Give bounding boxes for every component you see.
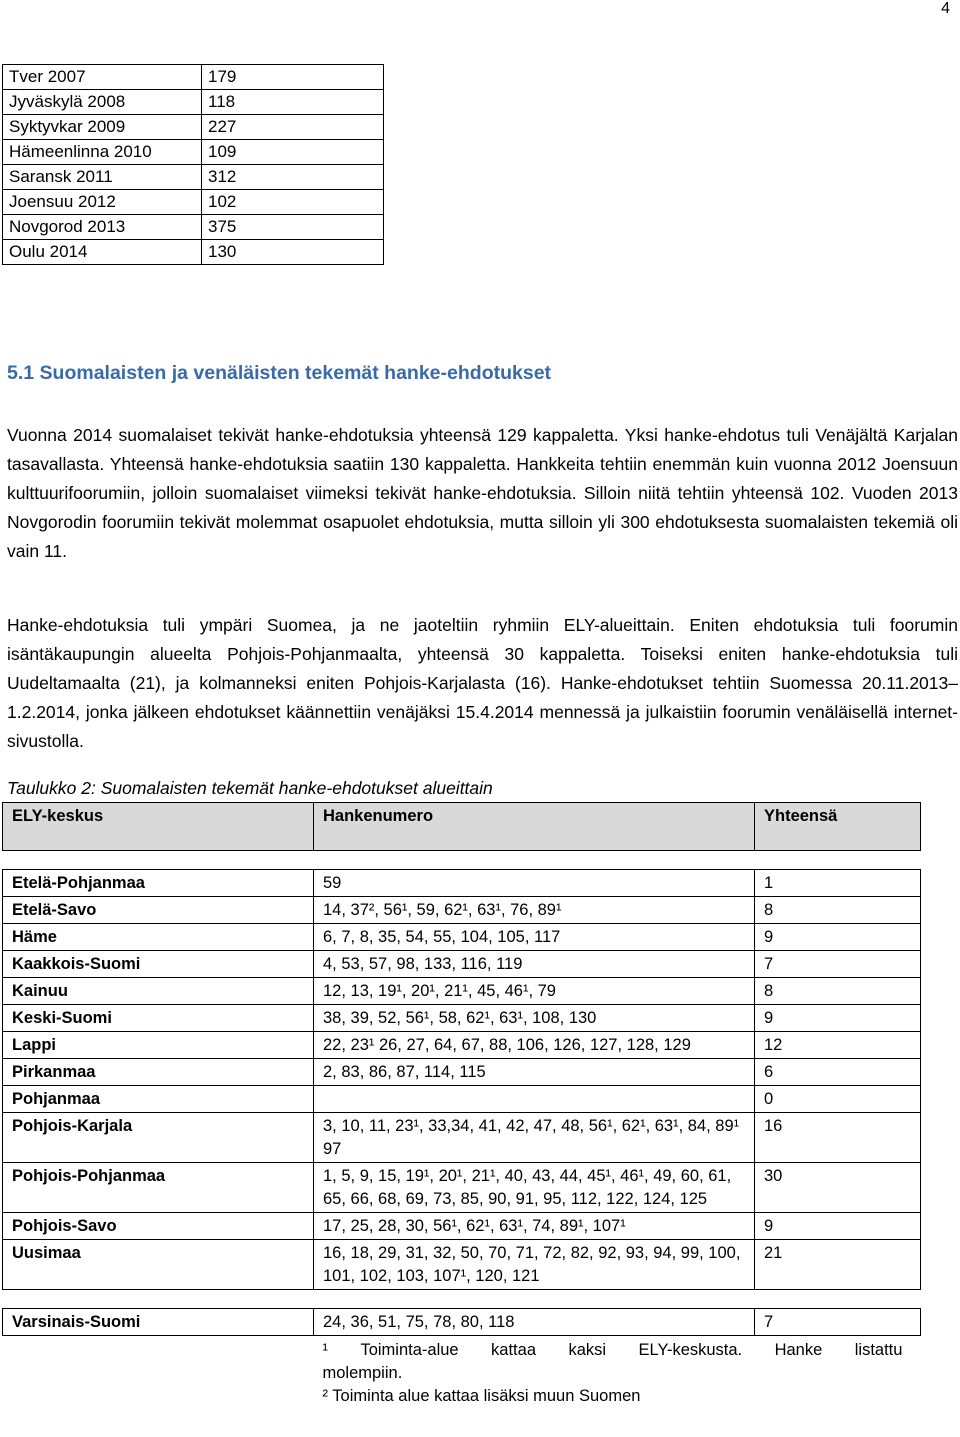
footnote-row — [3, 1336, 921, 1410]
footnote-word: Toiminta-alue — [360, 1341, 459, 1359]
city-row — [3, 215, 384, 240]
cell-ely-keskus: Etelä-Savo — [3, 897, 314, 924]
cell-ely-keskus: Kaakkois-Suomi — [3, 951, 314, 978]
table-row — [3, 1086, 921, 1113]
table-row — [3, 1059, 921, 1086]
footnotes — [314, 1336, 921, 1410]
cell-yhteensa: 12 — [755, 1032, 921, 1059]
header-ely-keskus: ELY-keskus — [3, 803, 314, 851]
cell-hankenumero: 3, 10, 11, 23¹, 33,34, 41, 42, 47, 48, 56¹, 62¹, 63¹, 84, 89¹ 97 — [314, 1113, 755, 1163]
cell-hankenumero: 22, 23¹ 26, 27, 64, 67, 88, 106, 126, 127, 128, 129 — [314, 1032, 755, 1059]
city-row — [3, 65, 384, 90]
cell-yhteensa: 9 — [755, 1005, 921, 1032]
cell-hankenumero: 14, 37², 56¹, 59, 62¹, 63¹, 76, 89¹ — [314, 897, 755, 924]
city-count: 227 — [202, 115, 384, 140]
city-name: Syktyvkar 2009 — [3, 115, 202, 140]
city-row — [3, 190, 384, 215]
table-row — [3, 1240, 921, 1290]
cell-ely-keskus: Lappi — [3, 1032, 314, 1059]
city-row — [3, 165, 384, 190]
cell-ely-keskus: Pohjois-Pohjanmaa — [3, 1163, 314, 1213]
cell-yhteensa: 21 — [755, 1240, 921, 1290]
cell-yhteensa: 9 — [755, 924, 921, 951]
footnote-1 — [323, 1339, 903, 1362]
table-spacer-row — [3, 1290, 921, 1309]
cell-ely-keskus: Pirkanmaa — [3, 1059, 314, 1086]
city-row — [3, 240, 384, 265]
footnote-word: Hanke — [774, 1341, 823, 1359]
city-name: Jyväskylä 2008 — [3, 90, 202, 115]
city-row — [3, 90, 384, 115]
cell-hankenumero: 2, 83, 86, 87, 114, 115 — [314, 1059, 755, 1086]
cell-hankenumero: 59 — [314, 870, 755, 897]
cell-ely-keskus: Häme — [3, 924, 314, 951]
cell-ely-keskus: Pohjanmaa — [3, 1086, 314, 1113]
city-count: 109 — [202, 140, 384, 165]
footnote-word: ¹ — [322, 1341, 328, 1359]
cell-yhteensa: 8 — [755, 978, 921, 1005]
table-row — [3, 924, 921, 951]
city-count: 130 — [202, 240, 384, 265]
cell-ely-keskus: Keski-Suomi — [3, 1005, 314, 1032]
cell-yhteensa: 16 — [755, 1113, 921, 1163]
header-hankenumero: Hankenumero — [314, 803, 755, 851]
cell-hankenumero: 6, 7, 8, 35, 54, 55, 104, 105, 117 — [314, 924, 755, 951]
city-count: 118 — [202, 90, 384, 115]
ely-proposals-table — [2, 802, 921, 1409]
city-count: 312 — [202, 165, 384, 190]
table-header-row — [3, 803, 921, 851]
cell-hankenumero: 17, 25, 28, 30, 56¹, 62¹, 63¹, 74, 89¹, 107¹ — [314, 1213, 755, 1240]
section-title: 5.1 Suomalaisten ja venäläisten tekemät hanke-ehdotukset — [7, 362, 552, 384]
cell-hankenumero: 4, 53, 57, 98, 133, 116, 119 — [314, 951, 755, 978]
city-name: Novgorod 2013 — [3, 215, 202, 240]
cell-hankenumero — [314, 1086, 755, 1113]
cell-hankenumero: 24, 36, 51, 75, 78, 80, 118 — [314, 1309, 755, 1336]
cell-hankenumero: 16, 18, 29, 31, 32, 50, 70, 71, 72, 82, 92, 93, 94, 99, 100, 101, 102, 103, 107¹, 120, 121 — [314, 1240, 755, 1290]
page-number: 4 — [941, 0, 950, 17]
table-row — [3, 1032, 921, 1059]
city-count: 102 — [202, 190, 384, 215]
city-name: Tver 2007 — [3, 65, 202, 90]
footnote-2: ² Toiminta alue kattaa lisäksi muun Suomen — [322, 1387, 641, 1405]
table-row — [3, 951, 921, 978]
cell-ely-keskus: Pohjois-Karjala — [3, 1113, 314, 1163]
cell-yhteensa: 7 — [755, 1309, 921, 1336]
city-row — [3, 115, 384, 140]
city-row — [3, 140, 384, 165]
cell-ely-keskus: Etelä-Pohjanmaa — [3, 870, 314, 897]
table-spacer-row — [3, 851, 921, 870]
city-name: Oulu 2014 — [3, 240, 202, 265]
cell-yhteensa: 6 — [755, 1059, 921, 1086]
footnote-1-continued: molempiin. — [322, 1364, 403, 1382]
paragraph-proposals-regions: Hanke-ehdotuksia tuli ympäri Suomea, ja ne jaoteltiin ryhmiin ELY-alueittain. Eniten ehdotuksia tuli foorumin isäntäkaupungin alueelta Pohjois-Pohjanmaalta, yhteensä 30 kappaletta. Toiseksi eniten hanke-ehdotuksia tuli Uudeltamaalta (21), ja kolmanneksi eniten Pohjois-Karjalasta (16). Hanke-ehdotukset tehtiin Suomessa 20.11.2013–1.2.2014, jonka jälkeen ehdotukset käännettiin venäjäksi 15.4.2014 mennessä ja julkaistiin foorumin venäläisellä internet-sivustolla. — [7, 615, 958, 751]
paragraph-proposals-2014: Vuonna 2014 suomalaiset tekivät hanke-ehdotuksia yhteensä 129 kappaletta. Yksi hanke-ehdotus tuli Venäjältä Karjalan tasavallasta. Yhteensä hanke-ehdotuksia saatiin 130 kappaletta. Hankkeita tehtiin enemmän kuin vuonna 2012 Joensuun kulttuurifoorumiin, jolloin suomalaiset viimeksi tekivät hanke-ehdotuksia. Silloin niitä tehtiin yhteensä 102. Vuoden 2013 Novgorodin foorumiin tekivät molemmat osapuolet ehdotuksia, mutta silloin yli 300 ehdotuksesta suomalaisten tekemiä oli vain 11. — [7, 425, 958, 561]
table-row — [3, 897, 921, 924]
cell-yhteensa: 9 — [755, 1213, 921, 1240]
cell-ely-keskus: Varsinais-Suomi — [3, 1309, 314, 1336]
footnote-word: kattaa — [491, 1341, 536, 1359]
cell-hankenumero: 1, 5, 9, 15, 19¹, 20¹, 21¹, 40, 43, 44, 45¹, 46¹, 49, 60, 61, 65, 66, 68, 69, 73, 85, 90, 91, 95, 112, 122, 124, 125 — [314, 1163, 755, 1213]
city-name: Saransk 2011 — [3, 165, 202, 190]
cell-yhteensa: 7 — [755, 951, 921, 978]
city-count: 375 — [202, 215, 384, 240]
table-row — [3, 1213, 921, 1240]
cell-hankenumero: 38, 39, 52, 56¹, 58, 62¹, 63¹, 108, 130 — [314, 1005, 755, 1032]
cell-ely-keskus: Kainuu — [3, 978, 314, 1005]
cell-hankenumero: 12, 13, 19¹, 20¹, 21¹, 45, 46¹, 79 — [314, 978, 755, 1005]
forum-city-table — [2, 64, 384, 265]
table-row — [3, 978, 921, 1005]
city-count: 179 — [202, 65, 384, 90]
footnote-word: listattu — [854, 1341, 903, 1359]
footnote-word: ELY-keskusta. — [638, 1341, 743, 1359]
city-name: Hämeenlinna 2010 — [3, 140, 202, 165]
cell-ely-keskus: Uusimaa — [3, 1240, 314, 1290]
header-yhteensa: Yhteensä — [755, 803, 921, 851]
cell-yhteensa: 8 — [755, 897, 921, 924]
cell-yhteensa: 0 — [755, 1086, 921, 1113]
table-row — [3, 1113, 921, 1163]
table-caption: Taulukko 2: Suomalaisten tekemät hanke-ehdotukset alueittain — [7, 778, 493, 798]
cell-yhteensa: 1 — [755, 870, 921, 897]
table-row — [3, 870, 921, 897]
cell-ely-keskus: Pohjois-Savo — [3, 1213, 314, 1240]
footnote-word: kaksi — [568, 1341, 607, 1359]
city-name: Joensuu 2012 — [3, 190, 202, 215]
table-row — [3, 1309, 921, 1336]
table-row — [3, 1005, 921, 1032]
cell-yhteensa: 30 — [755, 1163, 921, 1213]
table-row — [3, 1163, 921, 1213]
